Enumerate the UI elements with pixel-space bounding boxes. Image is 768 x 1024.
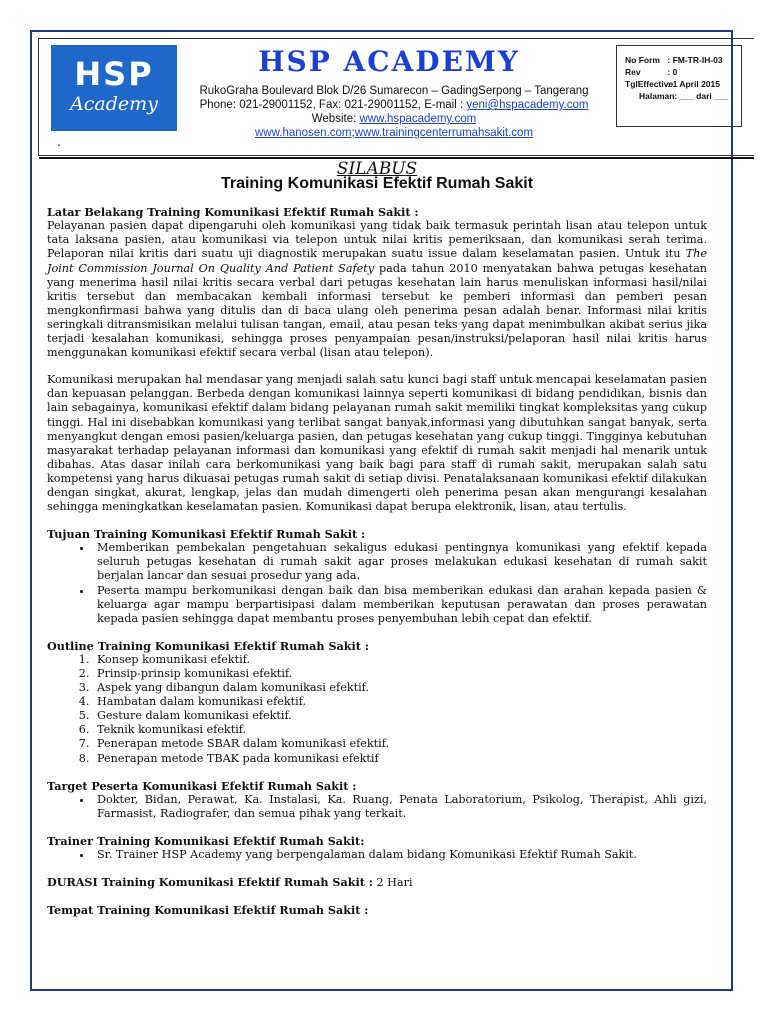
company-address: RukoGraha Boulevard Blok D/26 Sumarecon – GadingSerpong – Tangerang [199,85,589,97]
document-title: SILABUS [336,159,418,179]
website-label: Website: [311,113,360,125]
trainer-heading: Trainer Training Komunikasi Efektif Rumah Sakit: [47,833,365,848]
latar-heading: Latar Belakang Training Komunikasi Efektif Rumah Sakit : [47,205,419,220]
list-item: 5. Gesture dalam komunikasi efektif. [93,709,707,723]
trainingcenter-link[interactable]: www.trainingcenterrumahsakit.com [354,127,534,139]
target-heading: Target Peserta Komunikasi Efektif Rumah Sakit : [47,778,357,793]
document-subtitle: Training Komunikasi Efektif Rumah Sakit [220,175,534,193]
list-item: 6. Teknik komunikasi efektif. [93,723,707,737]
list-item: • Dokter, Bidan, Perawat, Ka. Instalasi, Ka. Ruang, Penata Laboratorium, Psikolog, Therapist, Ahli gizi, Farmasist, Radiografer, dan semua pihak yang terkait. [93,793,707,821]
hanosen-link[interactable]: www.hanosen.com [254,127,352,139]
email-link[interactable]: yeni@hspacademy.com [466,99,589,111]
header-mark: . [57,135,61,149]
tgl-effective-value: : 1 April 2015 [667,79,720,89]
syllabus-content [47,160,707,917]
list-item: 7. Penerapan metode SBAR dalam komunikasi efektif. [93,737,707,751]
trainer-list [47,848,707,862]
rev-value: : 0 [667,67,678,77]
halaman-label: Halaman: [639,91,678,101]
company-website [174,112,614,126]
contact-phone-fax: Phone: 021-29001152, Fax: 021-29001152, E-mail : [199,99,467,111]
durasi-heading: DURASI Training Komunikasi Efektif Rumah Sakit : [47,875,373,890]
no-form-value: : FM-TR-IH-03 [667,55,723,65]
list-item: 4. Hambatan dalam komunikasi efektif. [93,695,707,709]
website-link[interactable]: www.hspacademy.com [359,113,477,125]
target-list [47,793,707,821]
list-item: 1. Konsep komunikasi efektif. [93,653,707,667]
rev-label: Rev [625,67,641,77]
list-item: • Sr. Trainer HSP Academy yang berpengalaman dalam bidang Komunikasi Efektif Rumah Sakit. [93,848,707,862]
list-item: 2. Prinsip-prinsip komunikasi efektif. [93,667,707,681]
durasi-line [47,875,707,890]
durasi-value: 2 Hari [372,876,413,890]
latar-paragraph-1: Pelayanan pasien dapat dipengaruhi oleh komunikasi yang tidak baik termasuk perintah lisan atau telepon untuk tata laksana pasien, atau komunikasi via telepon untuk nilai kritis pemeriksaan, dan komunikasi serah terima. Pelaporan nilai kritis dari suatu uji diagnostik merupakan suatu issue dalam keselamatan pasien. Untuk itu The Joint Commission Journal On Quality And Patient Safety pada tahun 2010 menyatakan bahwa petugas kesehatan yang menerima hasil nilai kritis secara verbal dari petugas kesehatan lain harus menuliskan informasi hasil/nilai kritis tersebut dan membacakan kembali informasi tersebut ke pemberi informasi dan pemberi pesan mengkonfirmasi bahwa yang ditulis dan di baca ulang oleh penerima pesan adalah benar. Informasi nilai kritis seringkali ditransmisikan melalui tulisan tangan, email, atau pesan teks yang dapat menimbulkan akibat serius jika terjadi kesalahan komunikasi, sehingga proses penyampaian pesan/instruksi/pelaporan hasil nilai kritis harus menggunakan komunikasi efektif secara verbal (lisan atau telepon). [47,219,707,360]
company-name: HSP ACADEMY [258,45,520,78]
list-item: • Peserta mampu berkomunikasi dengan baik dan bisa memberikan edukasi dan arahan kepada pasien & keluarga agar mampu berpartisipasi dalam memberikan keputusan perawatan dan proses perawatan kepada pasien sehingga dapat membantu proses penyembuhan lebih cepat dan efektif. [93,584,707,626]
letterhead [38,38,754,156]
list-item: 3. Aspek yang dibangun dalam komunikasi efektif. [93,681,707,695]
company-websites [174,126,614,140]
outline-heading: Outline Training Komunikasi Efektif Rumah Sakit : [47,638,369,653]
halaman-value: ___ dari ___ [679,91,729,101]
website-separator: ; [351,127,355,139]
form-info-box [616,45,742,127]
tempat-heading: Tempat Training Komunikasi Efektif Rumah Sakit : [47,903,369,918]
tgl-effective-label: TglEffective [625,79,674,89]
logo-academy-text: Academy [70,93,158,115]
list-item: 8. Penerapan metode TBAK pada komunikasi efektif [93,752,707,766]
latar-paragraph-2: Komunikasi merupakan hal mendasar yang menjadi salah satu kunci bagi staff untuk mencapai keselamatan pasien dan kepuasan pelanggan. Berbeda dengan komunikasi lainnya seperti komunikasi di bidang pendidikan, bisnis dan lain sebagainya, komunikasi efektif dalam bidang pelayanan rumah sakit memiliki tingkat kompleksitas yang cukup tinggi. Hal ini disebabkan komunikasi yang terlibat sangat banyak,informasi yang dibutuhkan sangat banyak, serta menyangkut dengan emosi pasien/keluarga pasien, dan petugas kesehatan yang cukup tinggi. Tingginya kebutuhan masyarakat terhadap pelayanan informasi dan komunikasi yang efektif di rumah sakit menjadi hal menarik untuk dibahas. Atas dasar inilah cara berkomunikasi yang baik bagi para staff di rumah sakit, merupakan salah satu kompetensi yang harus dikuasai petugas rumah sakit di setiap divisi. Penatalaksanaan komunikasi efektif dilakukan dengan singkat, akurat, lengkap, jelas dan mudah dimengerti oleh penerima pesan akan mengurangi kesalahan sehingga meningkatkan keselamatan pasien. Komunikasi dapat berupa elektronik, lisan, atau tertulis. [47,373,707,514]
no-form-label: No Form [625,55,660,65]
list-item: • Memberikan pembekalan pengetahuan sekaligus edukasi pentingnya komunikasi yang efektif kepada seluruh petugas kesehatan di rumah sakit agar proses melakukan edukasi kesehatan di rumah sakit berjalan lancar dan sesuai prosedur yang ada. [93,541,707,583]
tujuan-heading: Tujuan Training Komunikasi Efektif Rumah Sakit : [47,527,366,542]
company-contact [174,98,614,112]
tujuan-list [47,541,707,626]
company-logo [51,45,177,131]
logo-hsp-text: HSP [74,55,154,93]
outline-list [47,653,707,766]
